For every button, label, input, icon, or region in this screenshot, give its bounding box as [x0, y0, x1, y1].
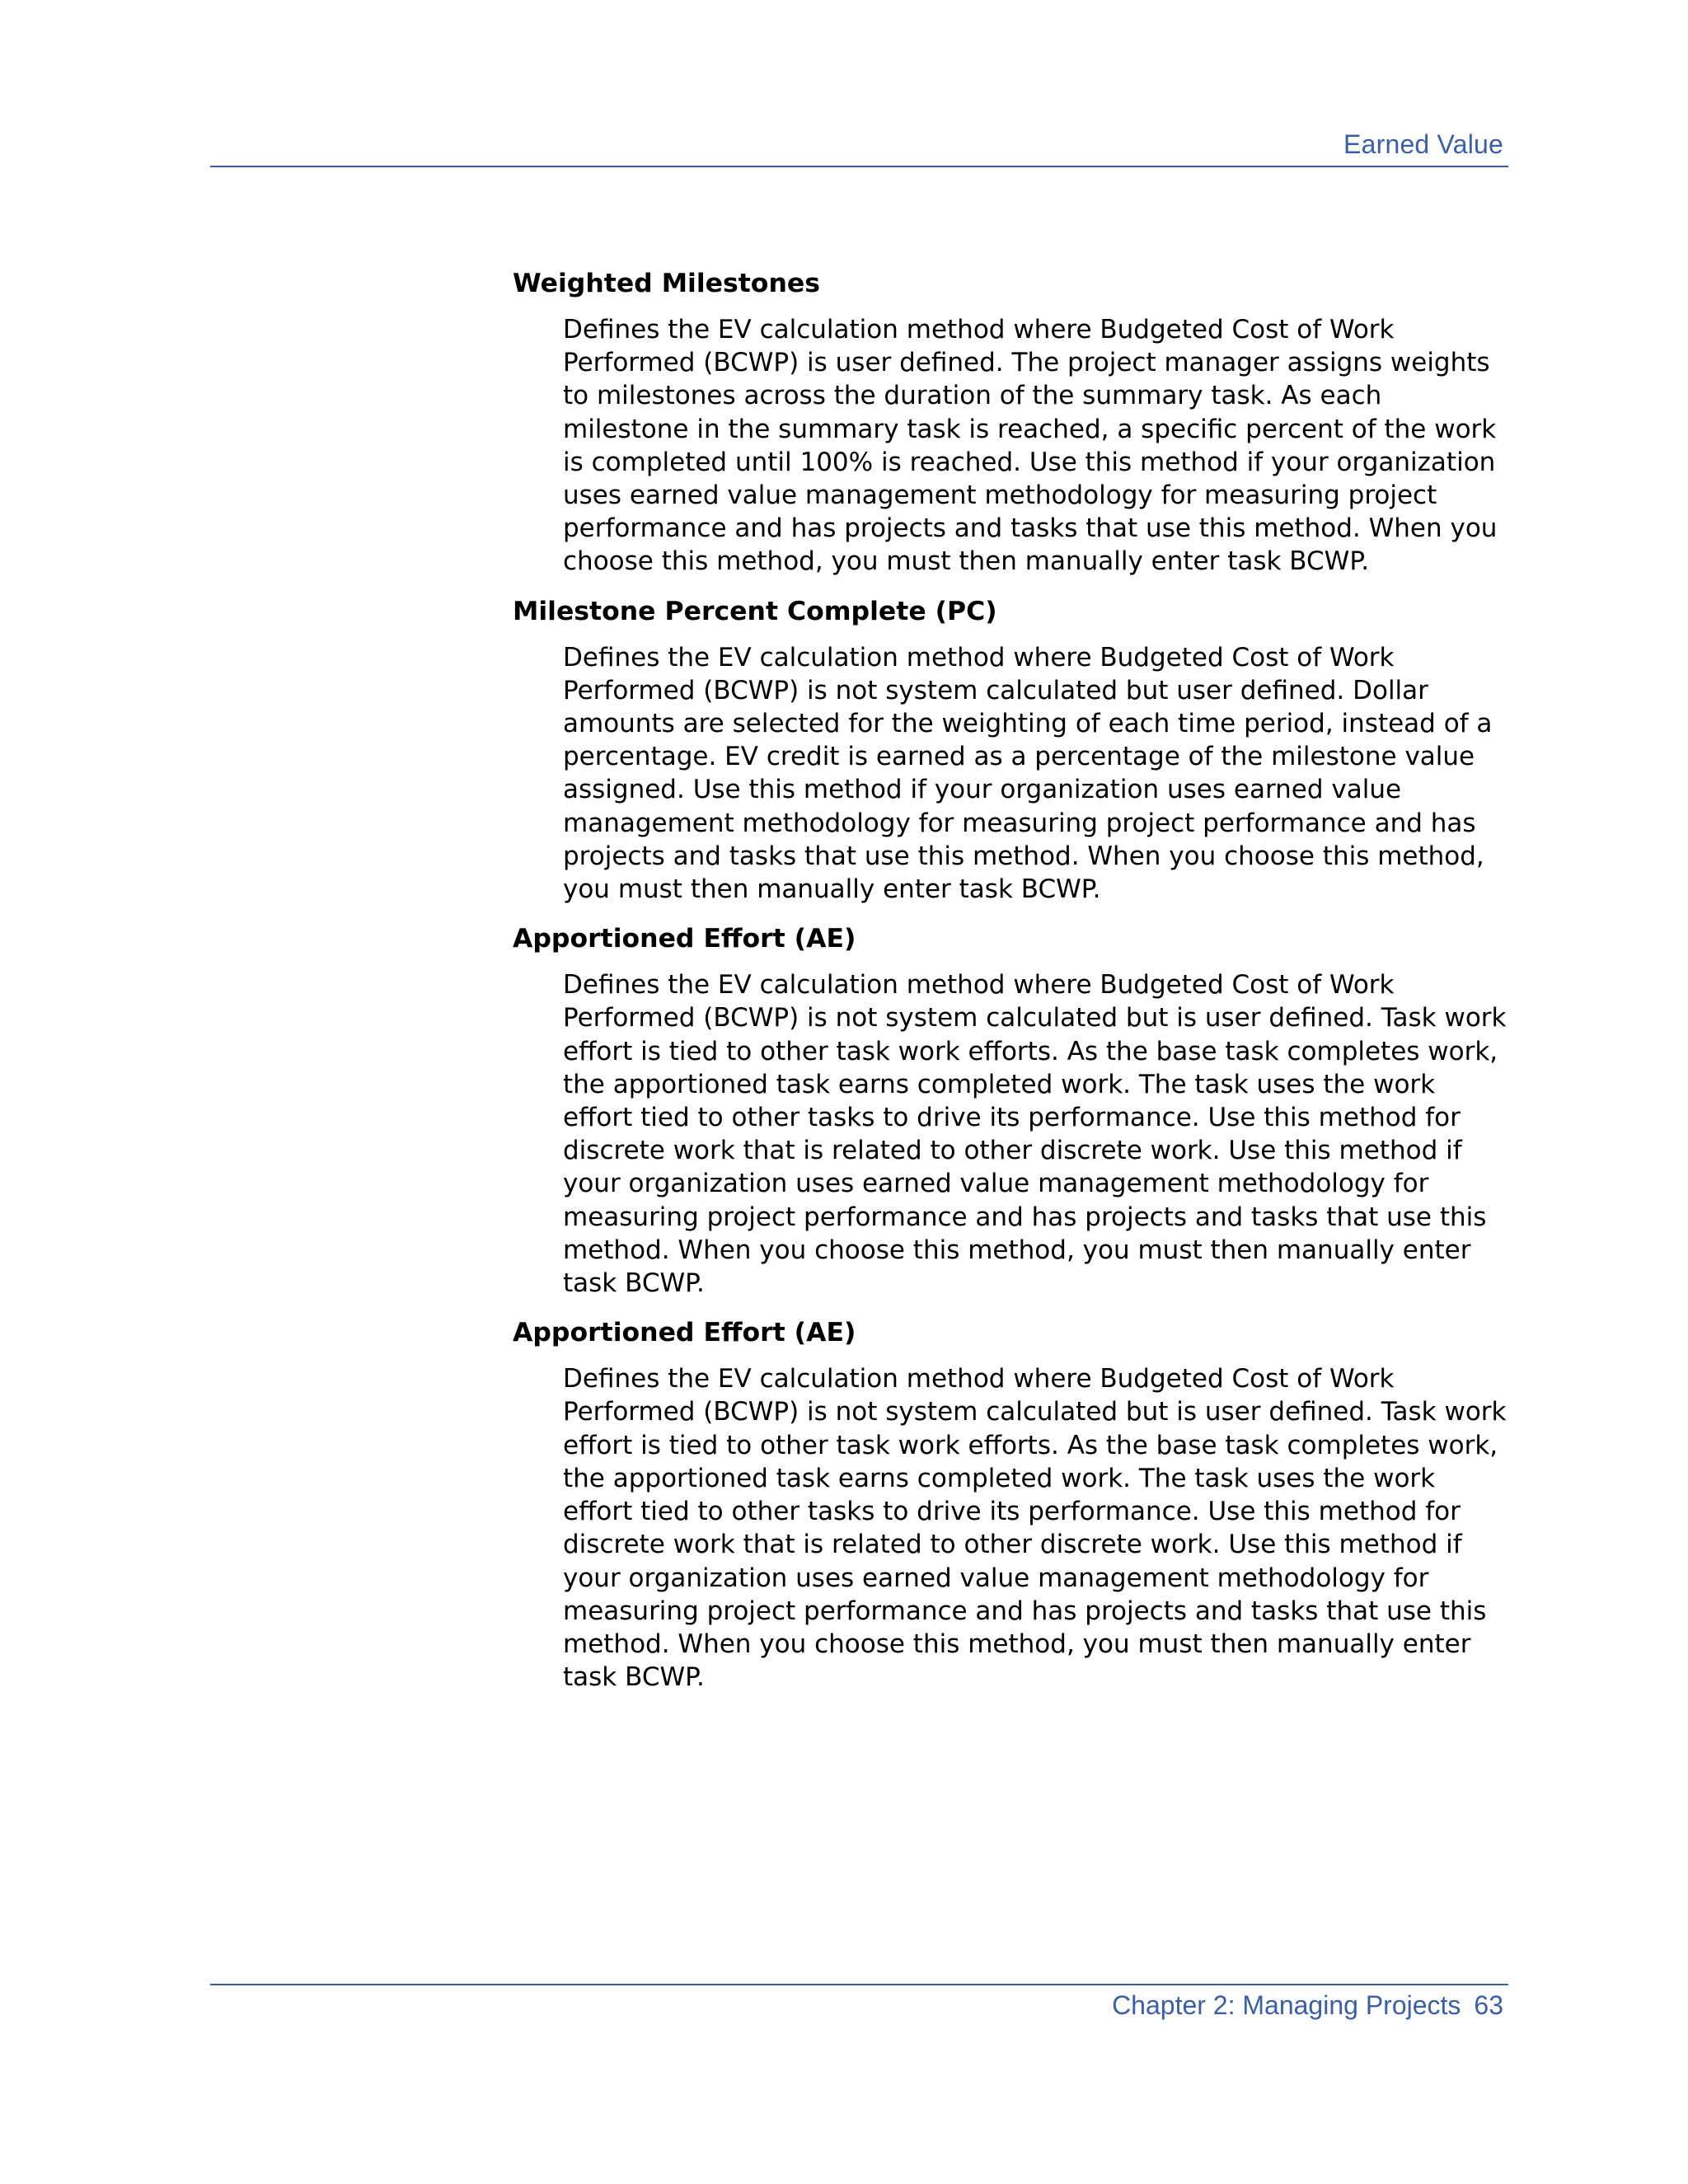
footer-chapter-title: Chapter 2: Managing Projects [1112, 1990, 1461, 2020]
definition-term: Weighted Milestones [513, 269, 820, 298]
page-number: 63 [1474, 1990, 1503, 2020]
running-header [210, 128, 1508, 167]
definition-text: Defines the EV calculation method where Budgeted Cost of Work Performed (BCWP) is not system calculated but is user defined. Task work effort is tied to other task work efforts. As the base task completes work, the apportioned task earns completed work. The task uses the work effort tied to other tasks to drive its performance. Use this method for discrete work that is related to other discrete work. Use this method if your organization uses earned value management methodology for measuring project performance and has projects and tasks that use this method. When you choose this method, you must then manually enter task BCWP. [563, 970, 1507, 1299]
definition-list [513, 264, 1514, 1707]
definition-term: Apportioned Effort (AE) [513, 1318, 856, 1348]
definition-term: Apportioned Effort (AE) [513, 924, 856, 954]
footer-text [1112, 1990, 1503, 2021]
running-header-title: Earned Value [1343, 129, 1503, 159]
definition-text: Defines the EV calculation method where Budgeted Cost of Work Performed (BCWP) is not system calculated but user defined. Dollar amounts are selected for the weighting of each time period, instead of a percentage. EV credit is earned as a percentage of the milestone value assigned. Use this method if your organization uses earned value management methodology for measuring project performance and has projects and tasks that use this method. When you choose this method, you must then manually enter task BCWP. [563, 642, 1493, 905]
definition-entry [513, 264, 1514, 579]
definition-entry [513, 1313, 1514, 1694]
running-footer [210, 1984, 1508, 2035]
definition-entry [513, 592, 1514, 907]
definition-entry [513, 919, 1514, 1300]
definition-text: Defines the EV calculation method where Budgeted Cost of Work Performed (BCWP) is user defined. The project manager assigns weights to milestones across the duration of the summary task. As each milestone in the summary task is reached, a specific percent of the work is completed until 100% is reached. Use this method if your organization uses earned value management methodology for measuring project performance and has projects and tasks that use this method. When you choose this method, you must then manually enter task BCWP. [563, 315, 1498, 577]
definition-term: Milestone Percent Complete (PC) [513, 596, 997, 626]
definition-text: Defines the EV calculation method where Budgeted Cost of Work Performed (BCWP) is not system calculated but is user defined. Task work effort is tied to other task work efforts. As the base task completes work, the apportioned task earns completed work. The task uses the work effort tied to other tasks to drive its performance. Use this method for discrete work that is related to other discrete work. Use this method if your organization uses earned value management methodology for measuring project performance and has projects and tasks that use this method. When you choose this method, you must then manually enter task BCWP. [563, 1364, 1507, 1693]
